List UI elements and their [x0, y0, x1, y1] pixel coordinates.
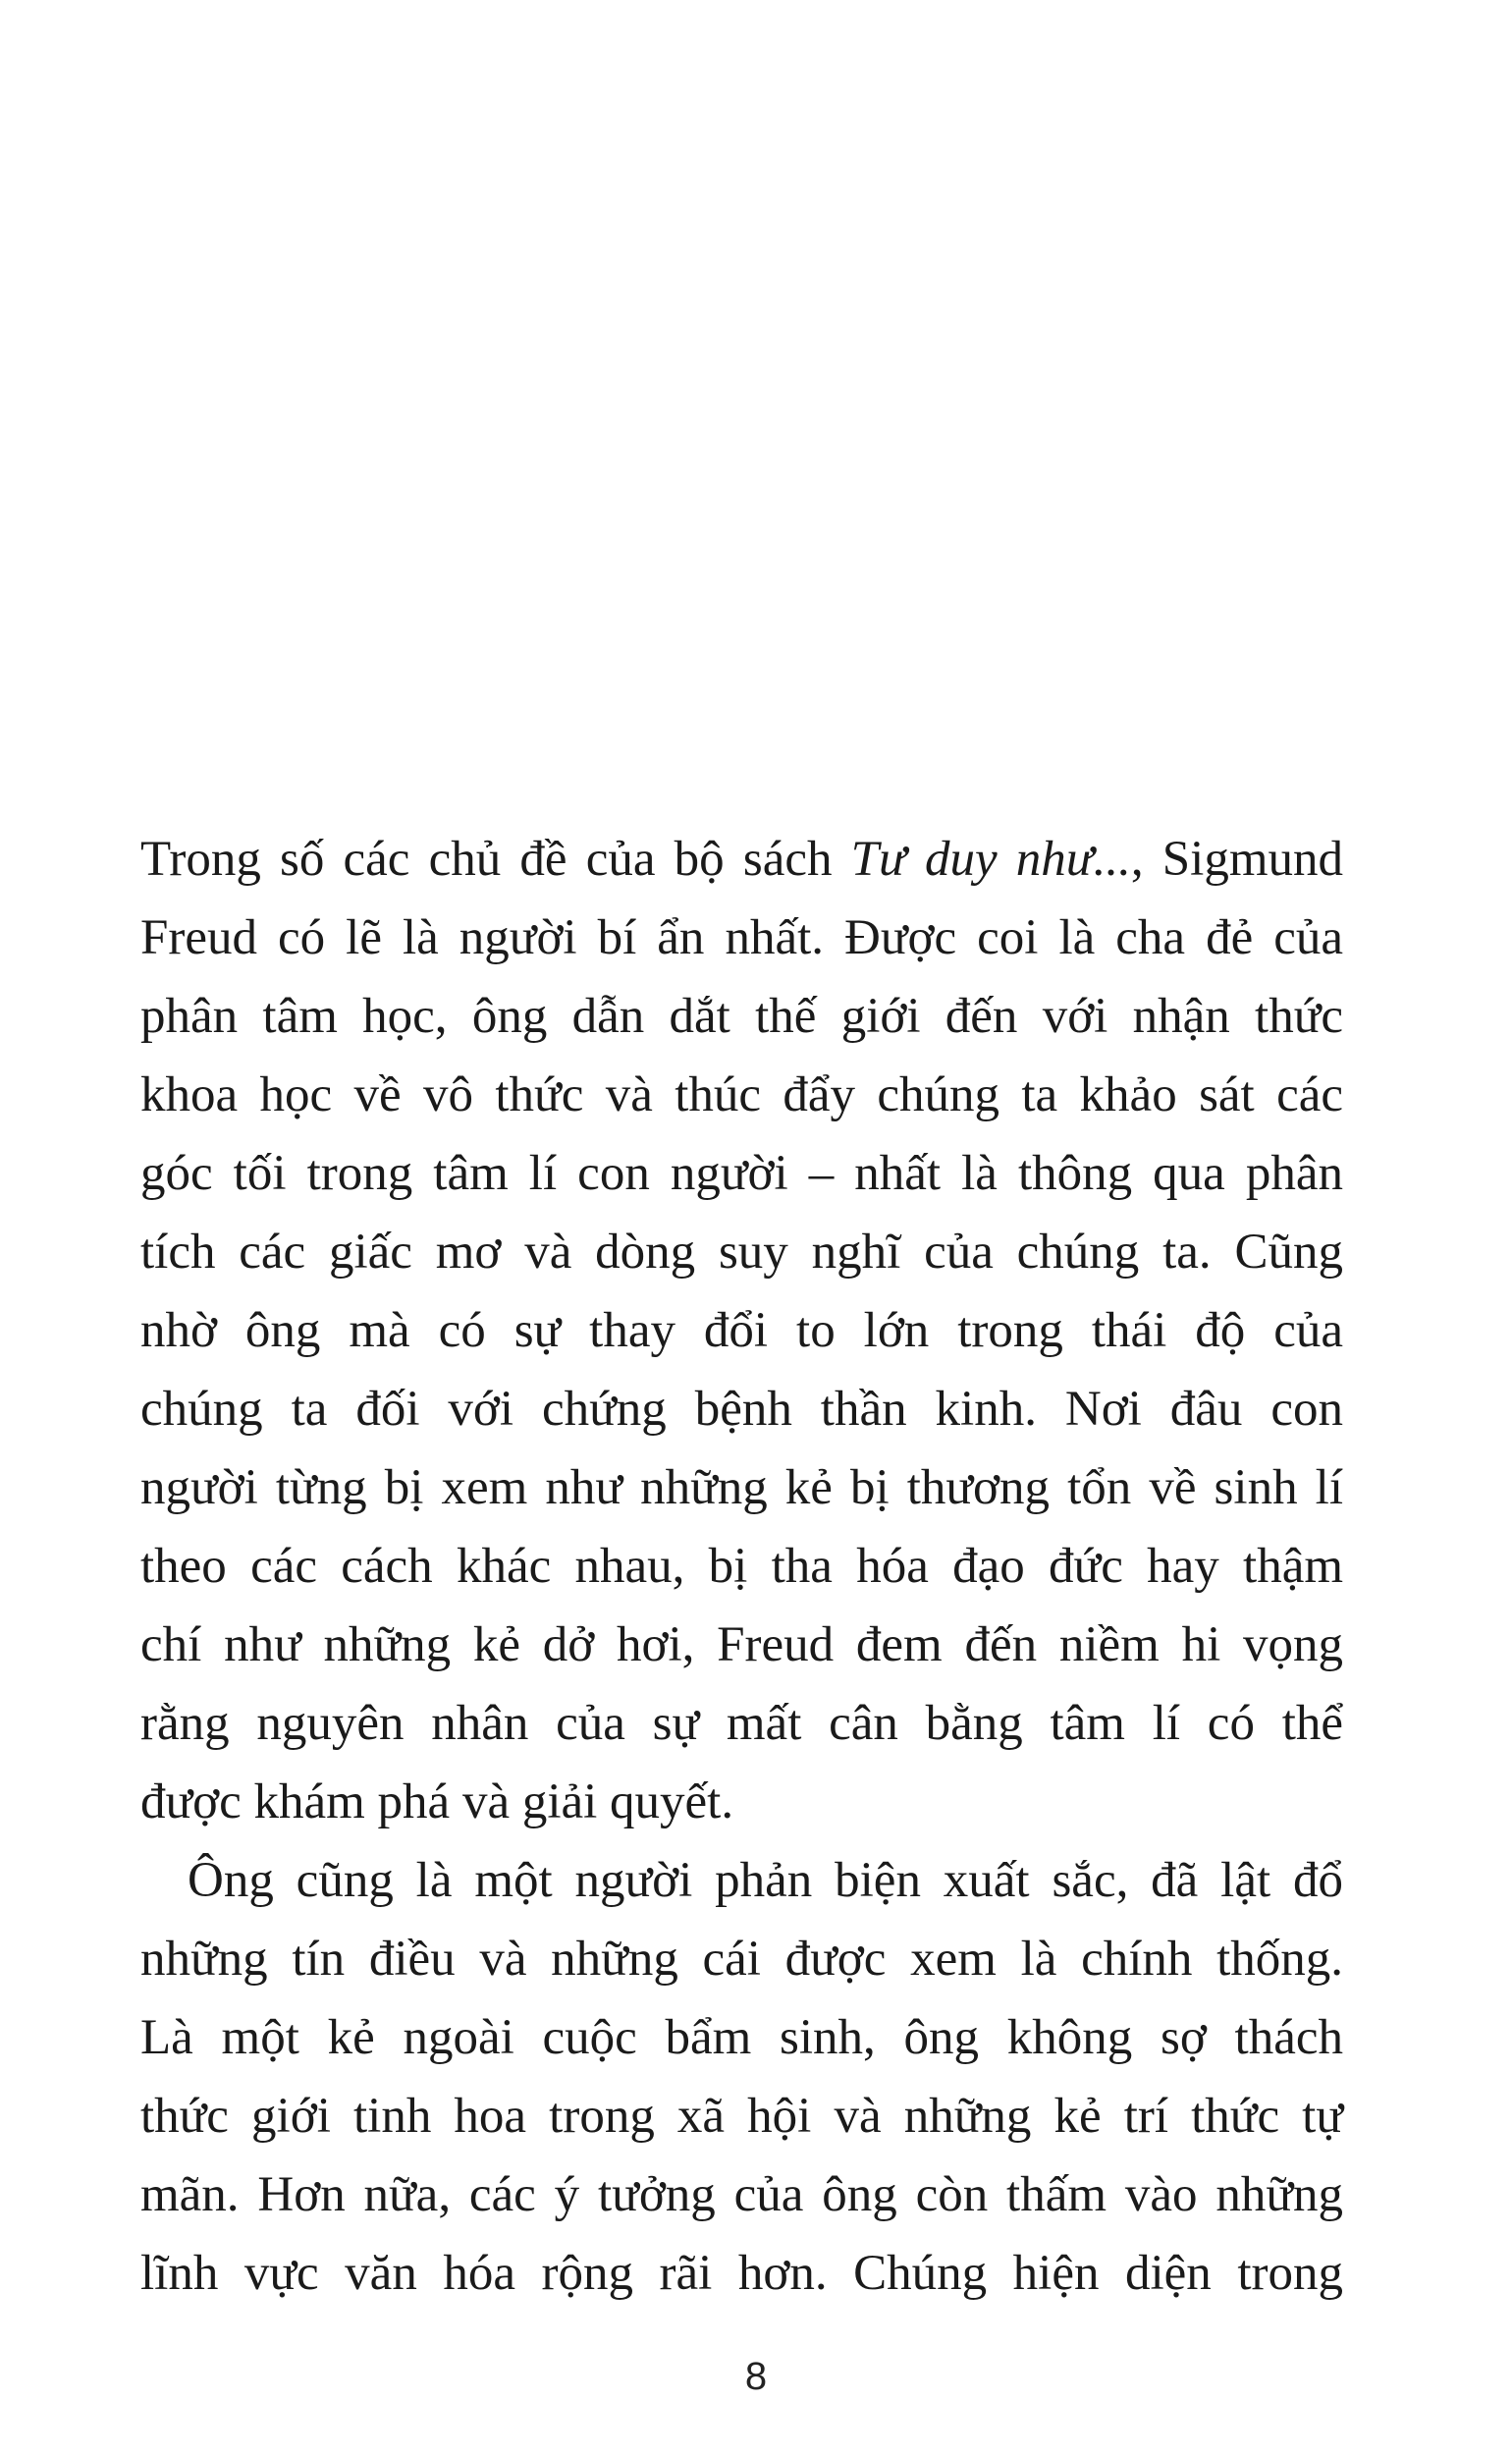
text-line: [140, 1056, 1343, 1134]
text-line: [140, 1527, 1343, 1606]
text-segment: rằng nguyên nhân của sự mất cân bằng tâm lí có thể: [140, 1696, 1343, 1751]
text-segment: phân tâm học, ông dẫn dắt thế giới đến với nhận thức: [140, 989, 1343, 1044]
body-text: [140, 820, 1343, 2313]
text-segment: theo các cách khác nhau, bị tha hóa đạo đức hay thậm: [140, 1539, 1343, 1594]
text-segment: lĩnh vực văn hóa rộng rãi hơn. Chúng hiện diện trong: [140, 2246, 1343, 2301]
paragraph: [140, 1841, 1343, 2313]
text-segment: tích các giấc mơ và dòng suy nghĩ của chúng ta. Cũng: [140, 1225, 1343, 1280]
text-line: [140, 977, 1343, 1056]
paragraph: [140, 820, 1343, 1841]
text-line: [140, 1841, 1343, 1920]
text-segment: Freud có lẽ là người bí ẩn nhất. Được coi là cha đẻ của: [140, 910, 1343, 965]
text-segment: chúng ta đối với chứng bệnh thần kinh. Nơi đâu con: [140, 1382, 1343, 1437]
text-line: [140, 1606, 1343, 1684]
text-segment: Ông cũng là một người phản biện xuất sắc, đã lật đổ: [188, 1853, 1343, 1908]
text-line: [140, 820, 1343, 899]
page-number: 8: [744, 2355, 768, 2398]
text-segment: Trong số các chủ đề của bộ sách: [140, 832, 851, 887]
text-segment: nhờ ông mà có sự thay đổi to lớn trong thái độ của: [140, 1303, 1343, 1358]
text-line: [140, 2077, 1343, 2155]
text-segment: thức giới tinh hoa trong xã hội và những kẻ trí thức tự: [140, 2089, 1343, 2144]
text-segment: những tín điều và những cái được xem là chính thống.: [140, 1932, 1343, 1987]
text-segment: , Sigmund: [1130, 832, 1343, 887]
text-segment: chí như những kẻ dở hơi, Freud đem đến niềm hi vọng: [140, 1617, 1343, 1672]
text-line: [140, 1684, 1343, 1763]
text-segment: Là một kẻ ngoài cuộc bẩm sinh, ông không sợ thách: [140, 2010, 1343, 2065]
text-line: [140, 1998, 1343, 2077]
text-line: [140, 1370, 1343, 1448]
text-line: [140, 1763, 1343, 1841]
text-segment: được khám phá và giải quyết.: [140, 1774, 734, 1829]
text-line: [140, 2155, 1343, 2234]
text-line: [140, 1920, 1343, 1998]
text-line: [140, 899, 1343, 977]
text-segment: người từng bị xem như những kẻ bị thương tổn về sinh lí: [140, 1460, 1343, 1515]
text-line: [140, 2234, 1343, 2313]
text-line: [140, 1291, 1343, 1370]
text-line: [140, 1448, 1343, 1527]
text-segment: khoa học về vô thức và thúc đẩy chúng ta khảo sát các: [140, 1067, 1343, 1122]
text-segment: góc tối trong tâm lí con người – nhất là thông qua phân: [140, 1146, 1343, 1201]
text-line: [140, 1134, 1343, 1213]
text-line: [140, 1213, 1343, 1291]
italic-text: Tư duy như...: [850, 832, 1131, 887]
text-segment: mãn. Hơn nữa, các ý tưởng của ông còn thấm vào những: [140, 2167, 1343, 2222]
